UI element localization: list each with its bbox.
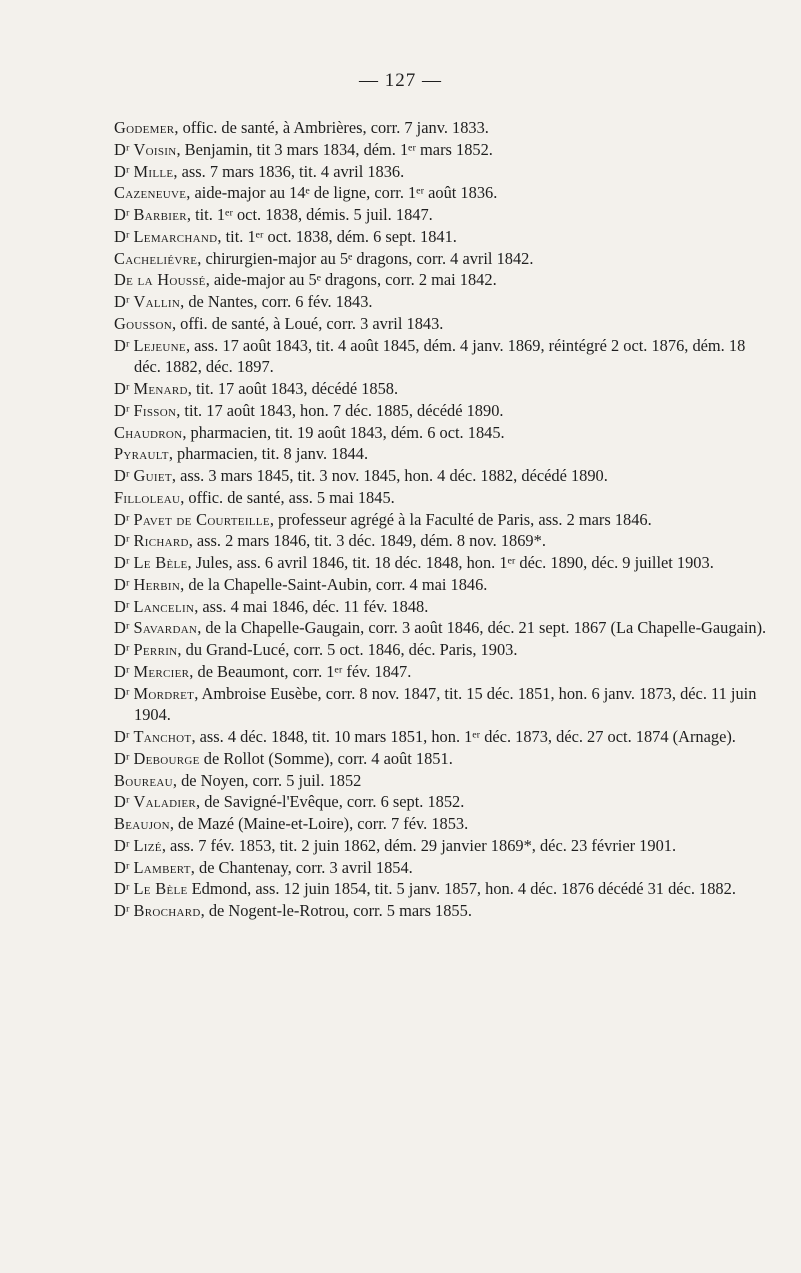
entry-details: Edmond, ass. 12 juin 1854, tit. 5 janv. 1857, hon. 4 déc. 1876 décédé 31 déc. 1882. xyxy=(187,879,736,899)
list-item xyxy=(114,596,774,618)
page-number: — 127 — xyxy=(359,70,442,91)
entry-details: , du Grand-Lucé, corr. 5 oct. 1846, déc. Paris, 1903. xyxy=(177,640,518,659)
entry-name: Cacheliévre xyxy=(114,248,198,268)
entry-name: Brochard xyxy=(133,901,201,920)
list-item xyxy=(114,291,774,313)
list-item xyxy=(114,835,774,857)
entry-name: Voisin xyxy=(133,139,177,159)
list-item xyxy=(114,878,774,900)
entry-name: Pavet de Courteille xyxy=(133,509,270,529)
list-item xyxy=(114,791,774,813)
entry-name: Lizé xyxy=(133,835,162,855)
entry-name: Cazeneuve xyxy=(114,183,187,203)
list-item xyxy=(114,422,774,444)
list-item xyxy=(114,509,774,531)
entry-details: , chirurgien-major au 5ᵉ dragons, corr. 4 avril 1842. xyxy=(197,248,534,268)
list-item xyxy=(114,465,774,487)
entry-name: Herbin xyxy=(133,574,181,594)
list-item xyxy=(114,335,774,379)
entry-details: , ass. 17 août 1843, tit. 4 août 1845, dém. 4 janv. 1869, réintégré 2 oct. 1876, dém. 18 déc. 1882, déc. 1897. xyxy=(134,335,746,377)
entry-details: , ass. 4 mai 1846, déc. 11 fév. 1848. xyxy=(194,596,429,616)
list-item xyxy=(114,617,774,639)
entry-title: Dʳ xyxy=(114,553,134,572)
entry-details: , de la Chapelle-Saint-Aubin, corr. 4 mai 1846. xyxy=(180,574,488,594)
entry-name: Lambert xyxy=(133,857,191,877)
entry-name: Lejeune xyxy=(133,335,186,355)
entry-name: Lemarchand xyxy=(133,226,218,246)
entry-details: , offi. de santé, à Loué, corr. 3 avril 1843. xyxy=(171,313,444,333)
list-item xyxy=(114,313,774,335)
entry-details: , aide-major au 14ᵉ de ligne, corr. 1ᵉʳ août 1836. xyxy=(186,183,498,203)
entry-name: Tanchot xyxy=(133,727,192,746)
list-item xyxy=(114,269,774,291)
entry-title: Dʳ xyxy=(114,400,134,420)
entry-name: Le Bèle xyxy=(133,879,188,899)
list-item xyxy=(114,813,774,835)
list-item xyxy=(114,530,774,552)
list-item xyxy=(114,248,774,270)
entry-title: Dʳ xyxy=(114,596,134,616)
entry-details: , ass. 7 fév. 1853, tit. 2 juin 1862, dém. 29 janvier 1869*, déc. 23 février 1901. xyxy=(161,835,677,855)
list-item xyxy=(114,161,774,183)
entry-title: Dʳ xyxy=(114,205,134,224)
entry-title: Dʳ xyxy=(114,618,134,638)
entry-title: Dʳ xyxy=(114,640,134,659)
entry-title: Dʳ xyxy=(114,727,134,746)
entry-name: Godemer xyxy=(114,118,175,137)
list-item xyxy=(114,900,774,922)
list-item xyxy=(114,182,774,204)
list-item xyxy=(114,443,774,465)
entry-name: Savardan xyxy=(133,618,198,638)
entry-name: Beaujon xyxy=(114,814,170,833)
entry-details: de Rollot (Somme), corr. 4 août 1851. xyxy=(199,748,453,768)
entry-title: Dʳ xyxy=(114,292,134,311)
entry-title: Dʳ xyxy=(114,857,134,877)
list-item xyxy=(114,683,774,727)
list-item xyxy=(114,117,774,139)
entry-details: , tit. 17 août 1843, décédé 1858. xyxy=(187,379,399,398)
entry-details: , ass. 2 mars 1846, tit. 3 déc. 1849, dém. 8 nov. 1869*. xyxy=(188,531,546,551)
entry-name: Filloleau xyxy=(114,487,181,507)
entry-title: Dʳ xyxy=(114,335,134,355)
entry-name: Mille xyxy=(133,161,174,181)
entry-title: Dʳ xyxy=(114,161,134,181)
entry-title: Dʳ xyxy=(114,792,134,812)
entry-details: , de Nantes, corr. 6 fév. 1843. xyxy=(180,292,373,311)
entry-name: Menard xyxy=(133,379,188,398)
list-item xyxy=(114,726,774,748)
list-item xyxy=(114,661,774,683)
entry-title: Dʳ xyxy=(114,139,134,159)
entry-details: , de Mazé (Maine-et-Loire), corr. 7 fév. 1853. xyxy=(169,814,469,833)
entry-name: Barbier xyxy=(133,205,187,224)
entry-name: De la Houssé xyxy=(114,270,206,290)
entry-title: Dʳ xyxy=(114,379,134,398)
entry-details: , de Beaumont, corr. 1ᵉʳ fév. 1847. xyxy=(189,661,412,681)
list-item xyxy=(114,574,774,596)
entry-title: Dʳ xyxy=(114,748,134,768)
list-item xyxy=(114,487,774,509)
entry-details: , tit. 17 août 1843, hon. 7 déc. 1885, décédé 1890. xyxy=(176,400,504,420)
entry-details: , aide-major au 5ᵉ dragons, corr. 2 mai 1842. xyxy=(205,270,497,290)
entry-details: , pharmacien, tit. 19 août 1843, dém. 6 oct. 1845. xyxy=(182,422,505,442)
entry-title: Dʳ xyxy=(114,226,134,246)
entry-name: Le Bèle xyxy=(133,553,188,572)
entry-name: Perrin xyxy=(133,640,178,659)
entry-title: Dʳ xyxy=(114,835,134,855)
entry-name: Vallin xyxy=(133,292,181,311)
entry-details: , tit. 1ᵉʳ oct. 1838, dém. 6 sept. 1841. xyxy=(217,226,457,246)
list-item xyxy=(114,204,774,226)
entry-name: Mordret xyxy=(133,683,195,703)
entry-name: Chaudron xyxy=(114,422,183,442)
list-item xyxy=(114,857,774,879)
entry-details: , de Nogent-le-Rotrou, corr. 5 mars 1855. xyxy=(200,901,472,920)
list-item xyxy=(114,552,774,574)
entry-details: , de Chantenay, corr. 3 avril 1854. xyxy=(190,857,413,877)
entry-title: Dʳ xyxy=(114,879,134,899)
entry-details: , Benjamin, tit 3 mars 1834, dém. 1ᵉʳ mars 1852. xyxy=(176,139,493,159)
entry-name: Gousson xyxy=(114,313,172,333)
list-item xyxy=(114,378,774,400)
entry-name: Mercier xyxy=(133,661,190,681)
list-item xyxy=(114,226,774,248)
entry-details: , de Noyen, corr. 5 juil. 1852 xyxy=(172,770,362,790)
entry-details: , offic. de santé, ass. 5 mai 1845. xyxy=(180,487,395,507)
entry-name: Debourge xyxy=(133,748,200,768)
entry-name: Fisson xyxy=(133,400,177,420)
entry-title: Dʳ xyxy=(114,466,134,485)
entry-details: , de la Chapelle-Gaugain, corr. 3 août 1846, déc. 21 sept. 1867 (La Chapelle-Gaugain). xyxy=(197,618,767,638)
entry-details: , Jules, ass. 6 avril 1846, tit. 18 déc. 1848, hon. 1ᵉʳ déc. 1890, déc. 9 juillet 1903. xyxy=(187,553,714,572)
entry-details: , Ambroise Eusèbe, corr. 8 nov. 1847, tit. 15 déc. 1851, hon. 6 janv. 1873, déc. 11 juin 1904. xyxy=(134,683,757,725)
entry-title: Dʳ xyxy=(114,574,134,594)
entry-name: Lancelin xyxy=(133,596,195,616)
entry-title: Dʳ xyxy=(114,531,134,551)
entry-details: , de Savigné-l'Evêque, corr. 6 sept. 1852. xyxy=(196,792,465,812)
entry-details: , pharmacien, tit. 8 janv. 1844. xyxy=(168,444,369,464)
list-item xyxy=(114,770,774,792)
entry-title: Dʳ xyxy=(114,509,134,529)
entry-name: Guiet xyxy=(133,466,172,485)
list-item xyxy=(114,639,774,661)
member-list xyxy=(114,117,774,922)
entry-name: Boureau xyxy=(114,770,173,790)
entry-title: Dʳ xyxy=(114,661,134,681)
list-item xyxy=(114,139,774,161)
entry-title: Dʳ xyxy=(114,683,134,703)
entry-title: Dʳ xyxy=(114,901,134,920)
entry-details: , offic. de santé, à Ambrières, corr. 7 janv. 1833. xyxy=(174,118,489,137)
entry-details: , professeur agrégé à la Faculté de Paris, ass. 2 mars 1846. xyxy=(269,509,652,529)
list-item xyxy=(114,400,774,422)
entry-name: Pyrault xyxy=(114,444,169,464)
list-item xyxy=(114,748,774,770)
entry-details: , ass. 4 déc. 1848, tit. 10 mars 1851, hon. 1ᵉʳ déc. 1873, déc. 27 oct. 1874 (Arnage). xyxy=(191,727,736,746)
entry-details: , ass. 7 mars 1836, tit. 4 avril 1836. xyxy=(173,161,405,181)
entry-name: Richard xyxy=(133,531,189,551)
entry-name: Valadier xyxy=(133,792,197,812)
entry-details: , ass. 3 mars 1845, tit. 3 nov. 1845, hon. 4 déc. 1882, décédé 1890. xyxy=(171,466,608,485)
entry-details: , tit. 1ᵉʳ oct. 1838, démis. 5 juil. 1847. xyxy=(186,205,433,224)
